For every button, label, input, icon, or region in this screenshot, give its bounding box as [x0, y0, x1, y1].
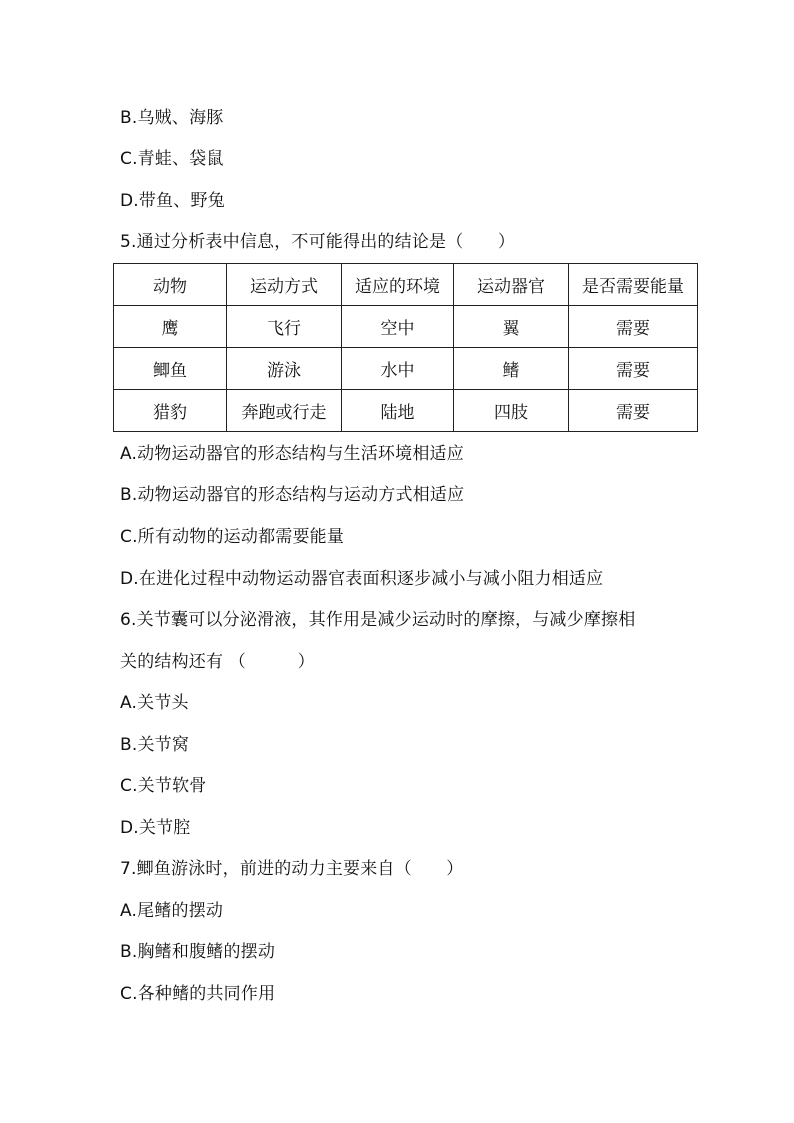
table-cell: 需要: [569, 306, 698, 348]
table-cell: 四肢: [454, 390, 569, 432]
option-b-q7: B.胸鳍和腹鳍的摆动: [120, 942, 276, 962]
table-header-cell: 是否需要能量: [569, 264, 698, 306]
option-d-q4: D.带鱼、野兔: [120, 191, 225, 211]
table-header-cell: 运动器官: [454, 264, 569, 306]
option-d-q5: D.在进化过程中动物运动器官表面积逐步减小与减小阻力相适应: [120, 569, 604, 589]
question-5-stem: 5.通过分析表中信息，不可能得出的结论是（ ）: [120, 232, 516, 252]
option-c-q7: C.各种鳍的共同作用: [120, 984, 276, 1004]
question-6-stem-line2: 关的结构还有 （ ）: [120, 652, 315, 672]
table-header-cell: 运动方式: [227, 264, 342, 306]
table-cell: 奔跑或行走: [227, 390, 342, 432]
option-b-q5: B.动物运动器官的形态结构与运动方式相适应: [120, 485, 465, 505]
option-a-q5: A.动物运动器官的形态结构与生活环境相适应: [120, 444, 464, 464]
table-header-row: [114, 264, 698, 306]
table-row: [114, 390, 698, 432]
question-7-stem: 7.鲫鱼游泳时，前进的动力主要来自（ ）: [120, 859, 464, 879]
table-cell: 翼: [454, 306, 569, 348]
table-row: [114, 306, 698, 348]
table-cell: 陆地: [342, 390, 454, 432]
option-c-q4: C.青蛙、袋鼠: [120, 149, 224, 169]
option-a-q6: A.关节头: [120, 693, 189, 713]
table-cell: 猎豹: [114, 390, 227, 432]
option-b-q6: B.关节窝: [120, 735, 190, 755]
option-a-q7: A.尾鳍的摆动: [120, 901, 224, 921]
table-header-cell: 动物: [114, 264, 227, 306]
option-c-q5: C.所有动物的运动都需要能量: [120, 527, 345, 547]
table-header-cell: 适应的环境: [342, 264, 454, 306]
table-cell: 需要: [569, 390, 698, 432]
option-b-q4: B.乌贼、海豚: [120, 108, 224, 128]
table-cell: 飞行: [227, 306, 342, 348]
table-cell: 空中: [342, 306, 454, 348]
option-d-q6: D.关节腔: [120, 818, 191, 838]
table-cell: 游泳: [227, 348, 342, 390]
question-6-stem-line1: 6.关节囊可以分泌滑液，其作用是减少运动时的摩擦，与减少摩擦相: [120, 610, 636, 630]
table-cell: 鲫鱼: [114, 348, 227, 390]
option-c-q6: C.关节软骨: [120, 776, 207, 796]
table-cell: 鳍: [454, 348, 569, 390]
table-cell: 鹰: [114, 306, 227, 348]
table-cell: 需要: [569, 348, 698, 390]
animal-movement-table: [113, 263, 697, 432]
table-row: [114, 348, 698, 390]
table-cell: 水中: [342, 348, 454, 390]
